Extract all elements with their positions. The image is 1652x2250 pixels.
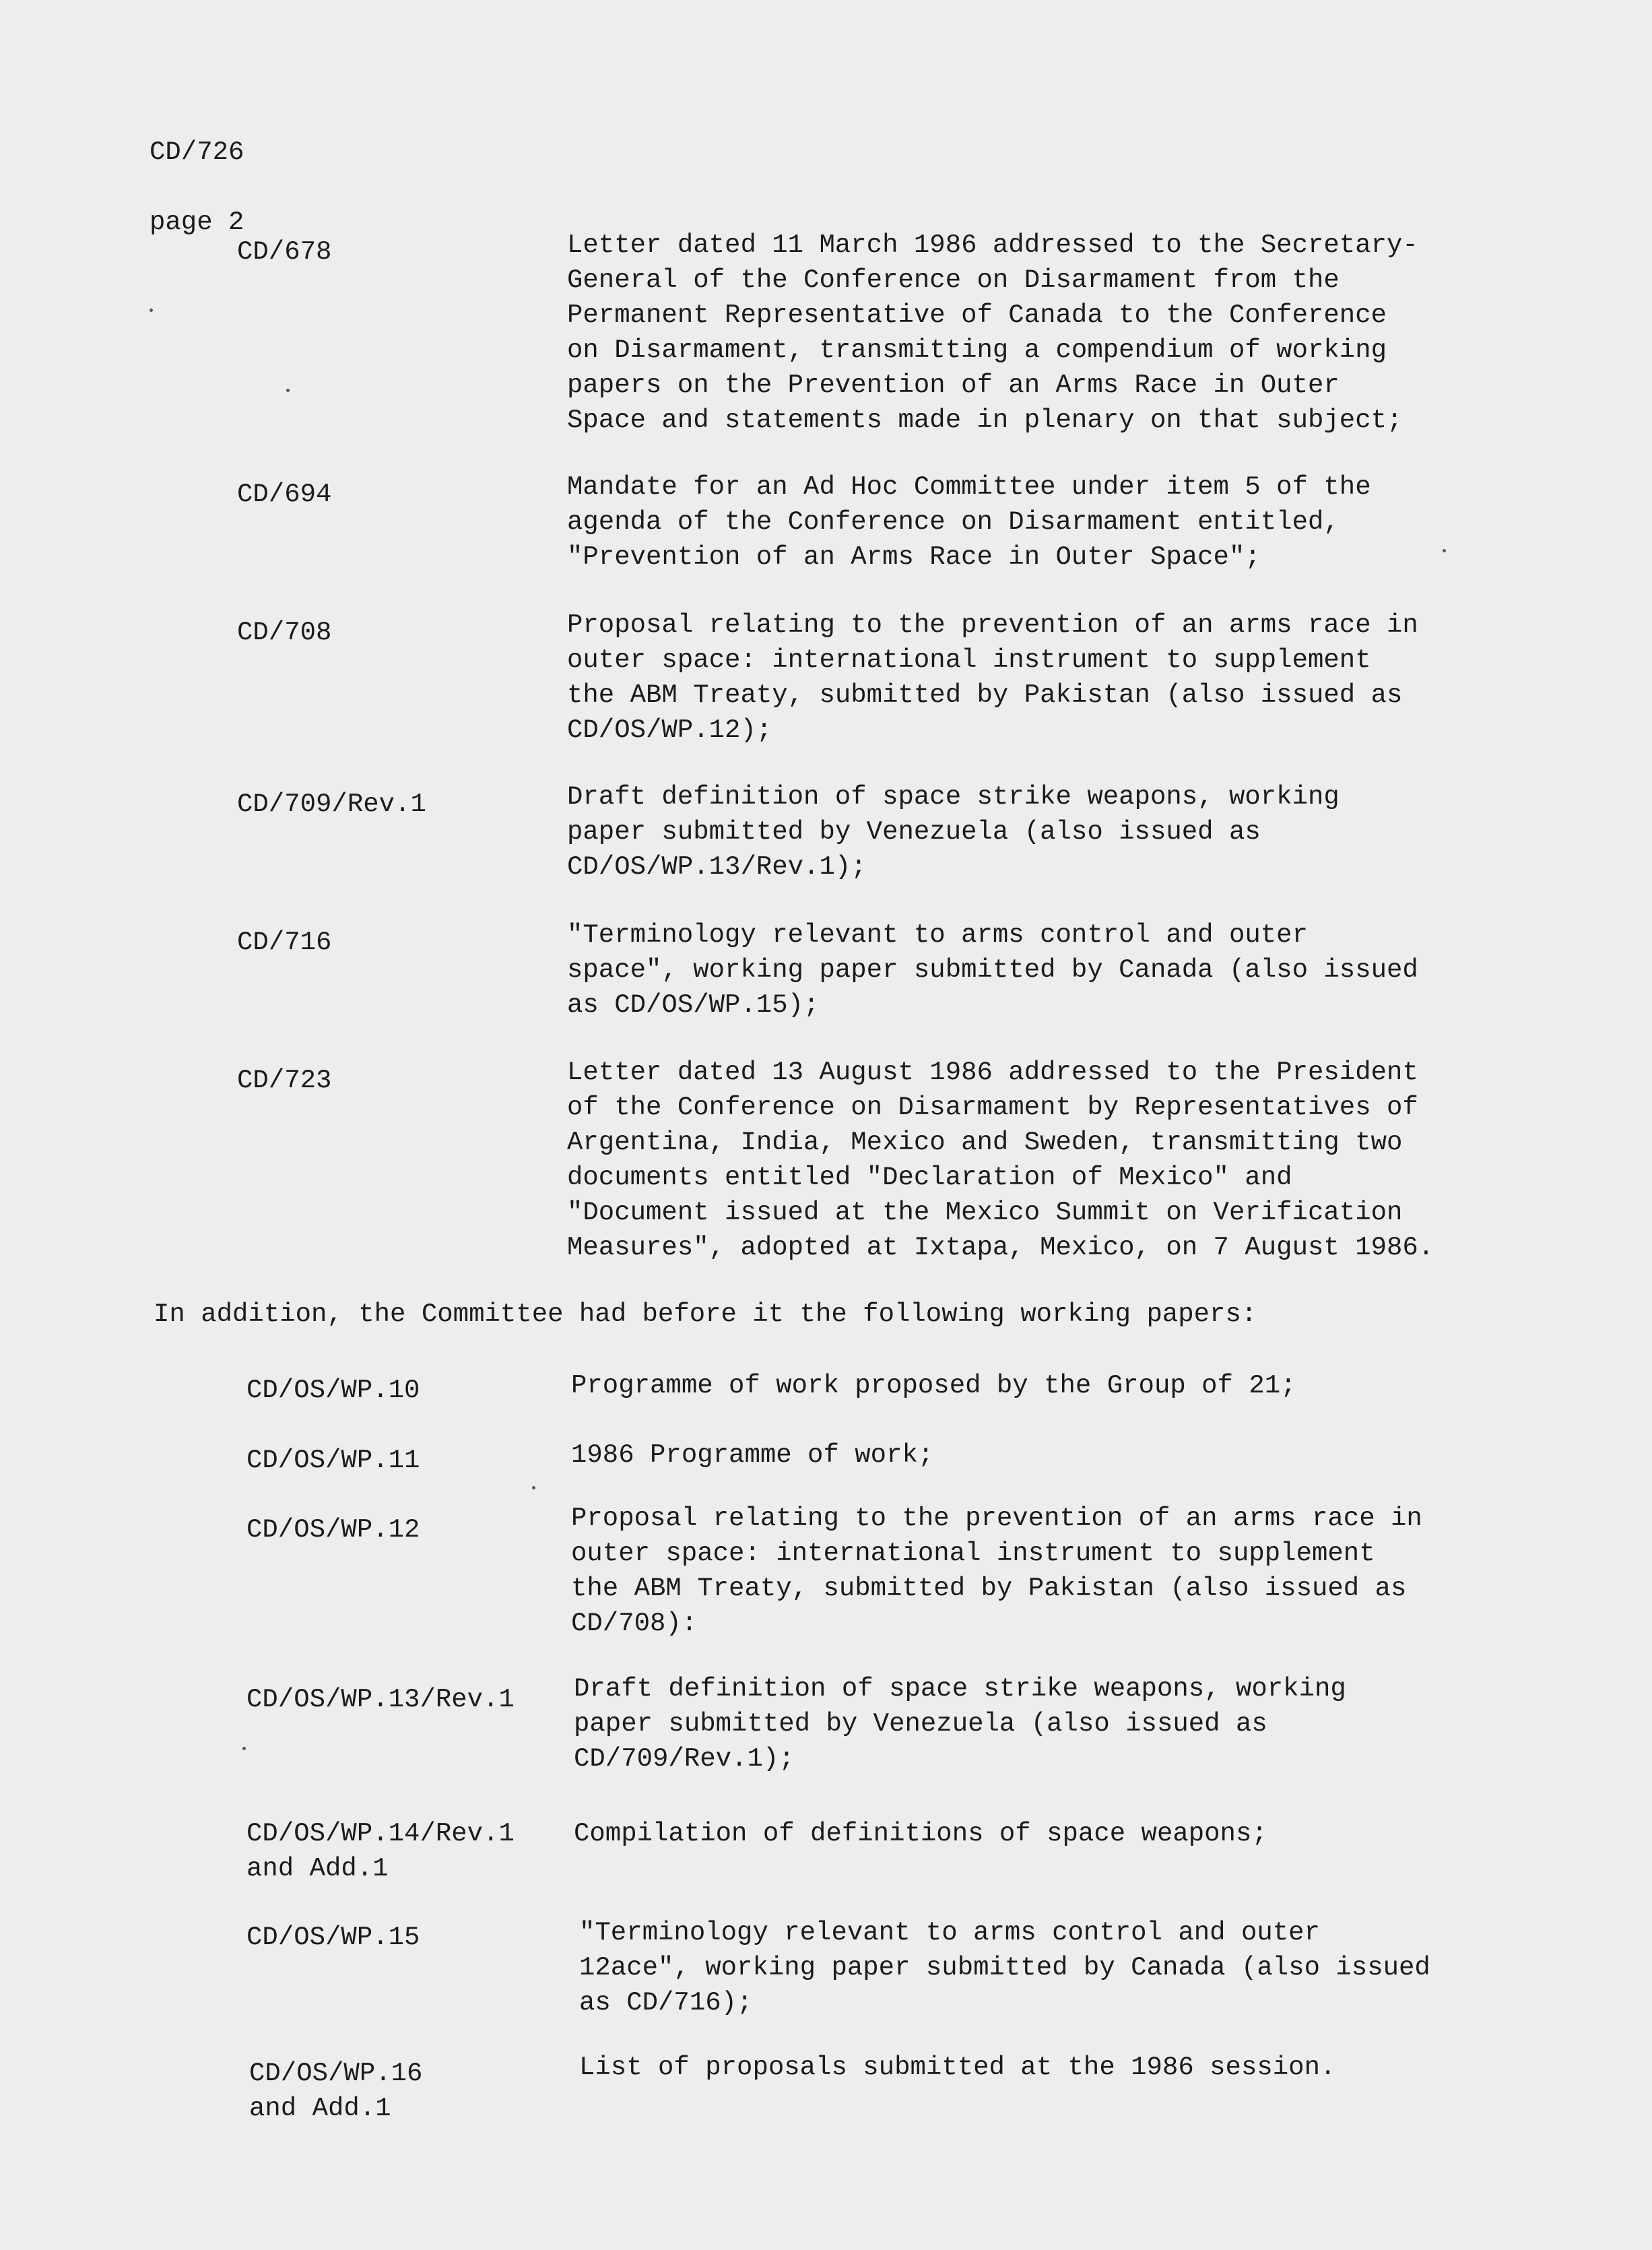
working-paper-description: Compilation of definitions of space weapons; <box>574 1819 1267 1849</box>
scan-speck <box>532 1486 535 1489</box>
scan-speck <box>150 309 153 312</box>
working-paper-ref: CD/OS/WP.12 <box>246 1515 420 1545</box>
working-paper-ref: CD/OS/WP.11 <box>246 1446 420 1475</box>
working-paper-ref: CD/OS/WP.16 and Add.1 <box>249 2059 423 2123</box>
document-description: "Terminology relevant to arms control and outer space", working paper submitted by Canada (also issued as CD/OS/WP.15); <box>567 920 1418 1020</box>
document-description: Letter dated 13 August 1986 addressed to the President of the Conference on Disarmament by Representatives of Argentina, India, Mexico and Sweden, transmitting two documents entitled "Declaration of Mexico" and "Document issued at the Mexico Summit on Verification Measures", adopted at Ixtapa, Mexico, on 7 August 1986. <box>567 1058 1434 1262</box>
document-ref: CD/678 <box>237 237 332 267</box>
working-papers-intro: In addition, the Committee had before it the following working papers: <box>154 1299 1257 1329</box>
working-paper-description: List of proposals submitted at the 1986 session. <box>579 2053 1336 2082</box>
document-ref: CD/694 <box>237 480 332 509</box>
document-description: Proposal relating to the prevention of an arms race in outer space: international instrument to supplement the ABM Treaty, submitted by Pakistan (also issued as CD/OS/WP.12); <box>567 610 1418 745</box>
working-paper-description: Draft definition of space strike weapons, working paper submitted by Venezuela (also issued as CD/709/Rev.1); <box>574 1674 1346 1774</box>
working-paper-ref: CD/OS/WP.15 <box>246 1923 420 1952</box>
document-id: CD/726 <box>150 137 244 167</box>
document-ref: CD/709/Rev.1 <box>237 790 426 819</box>
document-description: Draft definition of space strike weapons, working paper submitted by Venezuela (also issued as CD/OS/WP.13/Rev.1); <box>567 782 1340 882</box>
scan-speck <box>286 389 290 392</box>
document-description: Letter dated 11 March 1986 addressed to the Secretary- General of the Conference on Disarmament from the Permanent Representative of Canada to the Conference on Disarmament, transmitting a compendium of working papers on the Prevention of an Arms Race in Outer Space and statements made in plenary on that subject; <box>567 230 1418 435</box>
working-paper-description: "Terminology relevant to arms control and outer 12ace", working paper submitted by Canada (also issued as CD/716); <box>579 1918 1430 2018</box>
document-description: Mandate for an Ad Hoc Committee under item 5 of the agenda of the Conference on Disarmament entitled, "Prevention of an Arms Race in Outer Space"; <box>567 472 1371 572</box>
page-header <box>150 100 244 275</box>
working-paper-ref: CD/OS/WP.13/Rev.1 <box>246 1685 515 1714</box>
scan-speck <box>1443 549 1446 552</box>
scan-speck <box>242 1747 246 1750</box>
working-paper-description: Proposal relating to the prevention of an arms race in outer space: international instrument to supplement the ABM Treaty, submitted by Pakistan (also issued as CD/708): <box>571 1504 1422 1638</box>
working-paper-description: Programme of work proposed by the Group of 21; <box>571 1371 1296 1401</box>
document-ref: CD/716 <box>237 928 332 957</box>
document-ref: CD/708 <box>237 618 332 647</box>
document-ref: CD/723 <box>237 1066 332 1095</box>
working-paper-ref: CD/OS/WP.10 <box>246 1376 420 1405</box>
page-number: page 2 <box>150 207 244 237</box>
working-paper-description: 1986 Programme of work; <box>571 1440 934 1470</box>
working-paper-ref: CD/OS/WP.14/Rev.1 and Add.1 <box>246 1819 515 1884</box>
